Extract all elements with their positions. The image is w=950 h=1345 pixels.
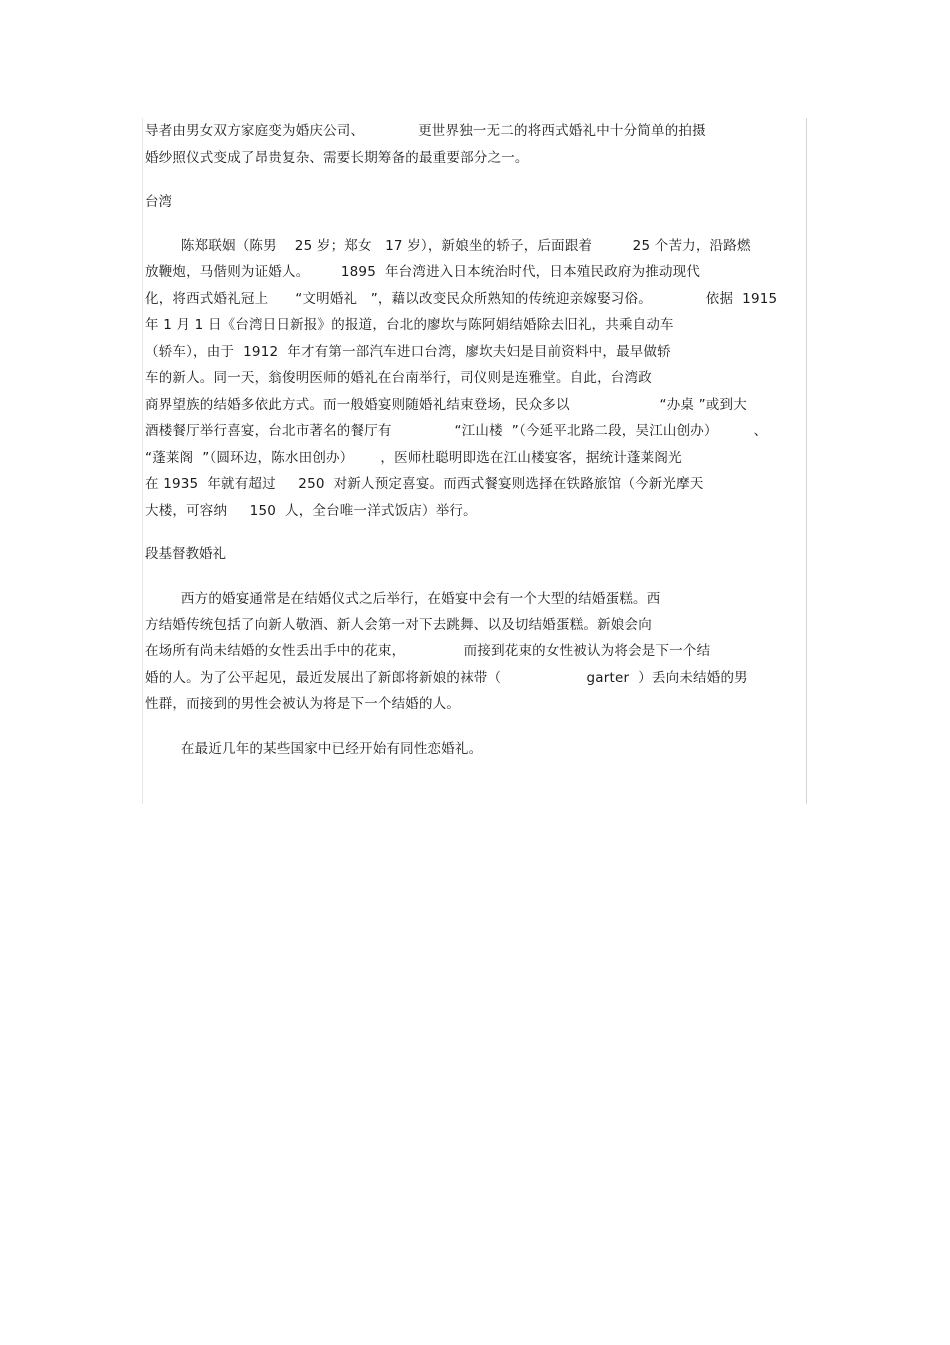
- text-line: 西方的婚宴通常是在结婚仪式之后举行，在婚宴中会有一个大型的结婚蛋糕。西: [145, 591, 661, 607]
- section-heading-christian-wedding: 段基督教婚礼: [145, 546, 226, 562]
- text-line: “蓬莱阁 ”（圆环边，陈水田创办） ，医师杜聪明即选在江山楼宴客，据统计蓬莱阁光: [145, 450, 682, 466]
- page-frame-left: [142, 118, 143, 804]
- text-line: 陈郑联姻（陈男 25 岁；郑女 17 岁），新娘坐的轿子，后面跟着 25 个苦力，沿路燃: [145, 238, 751, 254]
- text-line: （轿车），由于 1912 年才有第一部汽车进口台湾，廖坎夫妇是目前资料中，最早做轿: [145, 344, 671, 360]
- text-line: 在最近几年的某些国家中已经开始有同性恋婚礼。: [145, 741, 483, 757]
- text-line: 婚的人。为了公平起见，最近发展出了新郎将新娘的袜带（ garter ）丢向未结婚的男: [145, 670, 748, 686]
- text-line: 性群，而接到的男性会被认为将是下一个结婚的人。: [145, 696, 461, 712]
- section-heading-taiwan: 台湾: [145, 194, 172, 210]
- text-line: 婚纱照仪式变成了昂贵复杂、需要长期筹备的最重要部分之一。: [145, 150, 529, 166]
- text-line: 大楼，可容纳 150 人，全台唯一洋式饭店）举行。: [145, 503, 477, 519]
- text-line: 车的新人。同一天，翁俊明医师的婚礼在台南举行，司仪则是连雅堂。自此，台湾政: [145, 370, 652, 386]
- text-line: 酒楼餐厅举行喜宴，台北市著名的餐厅有 “江山楼 ”（今延平北路二段，吴江山创办） 、: [145, 423, 768, 439]
- text-line: 导者由男女双方家庭变为婚庆公司、 更世界独一无二的将西式婚礼中十分简单的拍摄: [145, 123, 706, 139]
- text-line: 放鞭炮，马偕则为证婚人。 1895 年台湾进入日本统治时代，日本殖民政府为推动现代: [145, 264, 701, 280]
- text-line: 商界望族的结婚多依此方式。而一般婚宴则随婚礼结束登场，民众多以 “办桌 ”或到大: [145, 397, 747, 413]
- text-line: 在 1935 年就有超过 250 对新人预定喜宴。而西式餐宴则选择在铁路旅馆（今新光摩天: [145, 476, 704, 492]
- page-frame-right: [806, 118, 807, 804]
- text-line: 化，将西式婚礼冠上 “文明婚礼 ”，藉以改变民众所熟知的传统迎亲嫁娶习俗。 依据 1915: [145, 291, 778, 307]
- text-line: 方结婚传统包括了向新人敬酒、新人会第一对下去跳舞、以及切结婚蛋糕。新娘会向: [145, 617, 652, 633]
- text-line: 年 1 月 1 日《台湾日日新报》的报道，台北的廖坎与陈阿娟结婚除去旧礼，共乘自动车: [145, 317, 674, 333]
- text-line: 在场所有尚未结婚的女性丢出手中的花束， 而接到花束的女性被认为将会是下一个结: [145, 643, 711, 659]
